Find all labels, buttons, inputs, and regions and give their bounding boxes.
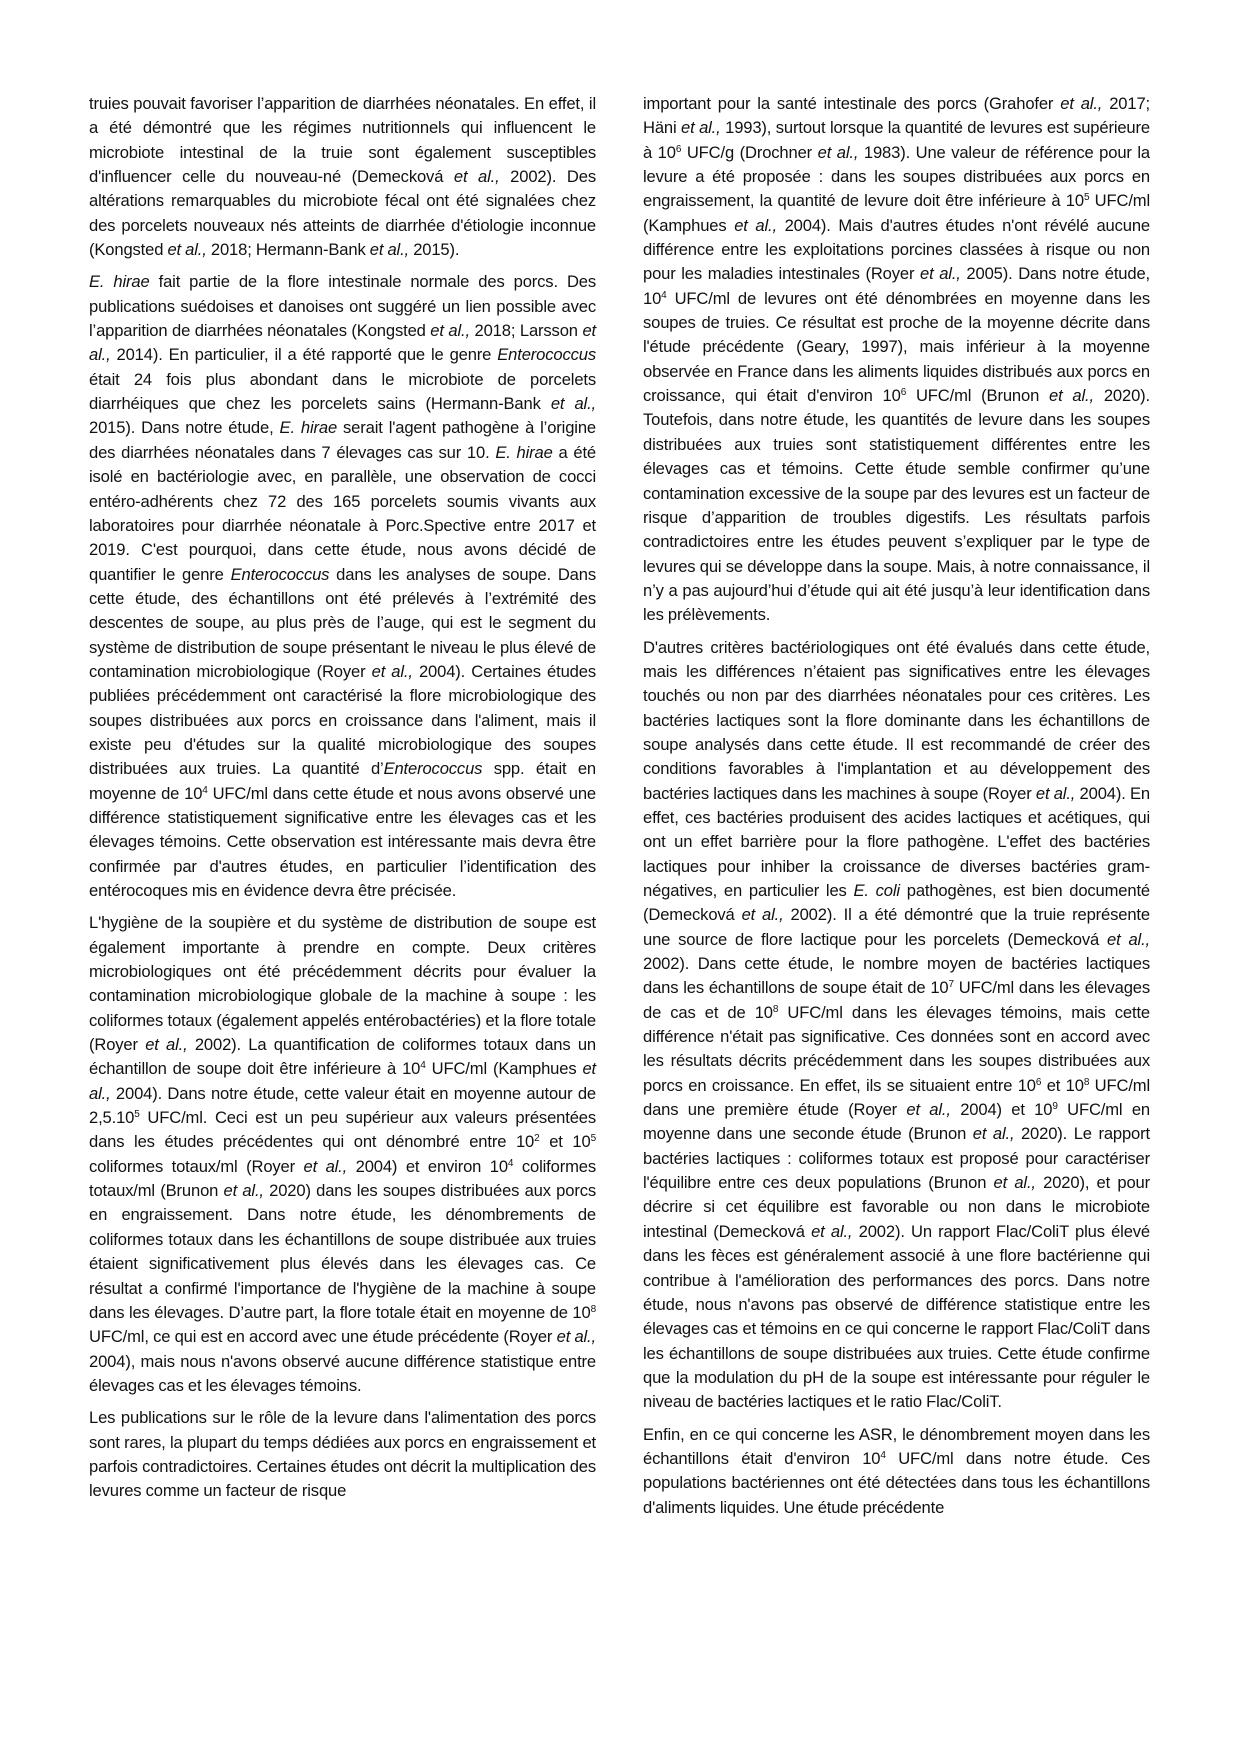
text-run: 2020). Toutefois, dans notre étude, les quantités de levure dans les soupes distribuées aux truies sont statistiquement différentes entre les élevages cas et témoins. Cette étude semble confirmer qu’une contamination excessive de la soupe par des levures est un facteur de risque d’apparition de troubles digestifs. Les résultats parfois contradictoires entre les études peuvent s’expliquer par le type de levures qui se développe dans la soupe. Mais, à notre connaissance, il n’y a pas aujourd’hui d’étude qui ait été jusqu’à leur identification dans les prélèvements. — [643, 386, 1151, 625]
superscript-exponent: 8 — [590, 1303, 596, 1315]
text-run: 2004), mais nous n'avons observé aucune différence statistique entre élevages cas et les élevages témoins. — [89, 1351, 596, 1395]
paragraph — [643, 1423, 1150, 1520]
text-run: et 10 — [1041, 1075, 1084, 1095]
italic-text: et al., — [167, 240, 207, 260]
italic-text: E. coli — [853, 881, 900, 900]
text-run: UFC/ml de levures ont été dénombrées en moyenne dans les soupes de truies. Ce résultat est proche de la moyenne décrite dans l'étude précédente (Geary, 1997), mais inférieur à la moyenne observée en France dans les aliments liquides distribués aux porcs en croissance, qui était d'environ 10 — [643, 288, 1150, 406]
text-run: 2017; Häni — [643, 94, 1150, 138]
text-run: 2015). — [409, 240, 460, 260]
text-run: 2002). Un rapport Flac/ColiT plus élevé dans les fèces est généralement associé à une flore bactérienne qui contribue à l'amélioration des performances des porcs. Dans notre étude, nous n'avons pas observé de différence statistique entre les élevages cas et témoins en ce qui concerne le rapport Flac/ColiT dans les échantillons de soupe distribuées aux truies. Cette étude confirme que la modulation du pH de la soupe est intéressante pour réguler le niveau de bactéries lactiques et le ratio Flac/ColiT. — [643, 1221, 1150, 1412]
text-run: D'autres critères bactériologiques ont été évalués dans cette étude, mais les différences n’étaient pas significatives entre les élevages touchés ou non par des diarrhées néonatales pour ces critères. Les bactéries lactiques sont la flore dominante dans les échantillons de soupe analysés dans cette étude. Il est recommandé de créer des conditions favorables à l'implantation et au développement des bactéries lactiques dans les machines à soupe (Royer — [643, 637, 1150, 803]
text-run: UFC/ml en moyenne dans une seconde étude (Brunon — [643, 1100, 1150, 1144]
superscript-exponent: 6 — [675, 143, 682, 155]
italic-text: et al., — [89, 321, 596, 365]
italic-text: et al., — [906, 1100, 951, 1120]
italic-text: et al., — [145, 1035, 188, 1055]
italic-text: et al., — [550, 394, 596, 414]
italic-text: et al., — [1107, 929, 1150, 949]
superscript-exponent: 5 — [134, 1109, 140, 1121]
text-run: 2004). En effet, ces bactéries produisent des acides lactiques et acétiques, qui ont un effet barrière pour la flore pathogène. L'effet des bactéries lactiques pour inhiber la croissance de diverses bactéries gram-négatives, en particulier les — [643, 783, 1150, 900]
text-run: UFC/ml (Kamphues — [425, 1059, 583, 1079]
superscript-exponent: 5 — [1083, 192, 1090, 204]
italic-text: et al., — [972, 1124, 1015, 1144]
italic-text: et al., — [681, 118, 721, 138]
text-run: UFC/ml dans cette étude et nous avons observé une différence statistiquement significative entre les élevages cas et les élevages témoins. Cette observation est intéressante mais devra être confirmée par d'autres études, en particulier l’identification des entérocoques mis en évidence devra être précisée. — [89, 783, 596, 900]
text-run: coliformes totaux/ml (Brunon — [89, 1156, 596, 1201]
text-run: 2014). En particulier, il a été rapporté que le genre — [110, 345, 498, 365]
text-run: important pour la santé intestinale des porcs (Grahofer — [643, 94, 1061, 113]
text-run: UFC/g (Drochner — [681, 142, 818, 162]
text-run: 2018; Larsson — [469, 321, 583, 341]
text-run: truies pouvait favoriser l’apparition de diarrhées néonatales. En effet, il a été démontré que les régimes nutritionnels qui influencent le microbiote intestinal de la truie sont également susceptibles d'influencer celle du nouveau-né (Demecková — [89, 94, 596, 187]
italic-text: et al., — [371, 661, 413, 681]
text-run: Enfin, en ce qui concerne les ASR, le dénombrement moyen dans les échantillons était d'environ 10 — [643, 1424, 1150, 1468]
superscript-exponent: 6 — [900, 387, 907, 399]
text-run: 2015). Dans notre étude, — [89, 418, 280, 438]
italic-text: et al., — [369, 240, 410, 260]
paragraph — [643, 92, 1150, 628]
text-run: serait l'agent pathogène à l’origine des diarrhées néonatales dans 7 élevages cas sur 10. — [89, 418, 596, 462]
text-run: 2002). Il a été démontré que la truie représente une source de flore lactique pour les porcelets (Demecková — [643, 905, 1150, 949]
italic-text: Enterococcus — [230, 564, 330, 584]
italic-text: E. hirae — [89, 272, 150, 292]
italic-text: et al., — [453, 167, 500, 187]
italic-text: et al., — [811, 1221, 853, 1241]
superscript-exponent: 5 — [590, 1133, 596, 1145]
text-run: L'hygiène de la soupière et du système de distribution de soupe est également importante à prendre en compte. Deux critères microbiologiques ont été précédemment décrits pour évaluer la contamination microbiologique globale de la machine à soupe : les coliformes totaux (également appelés entérobactéries) et la flore totale (Royer — [89, 913, 596, 1055]
text-run: 1983). Une valeur de référence pour la levure a été proposée : dans les soupes distribuées aux porcs en engraissement, la quantité de levure doit être inférieure à 10 — [643, 142, 1150, 211]
text-run: et 10 — [539, 1132, 591, 1152]
text-run: 2004). Dans notre étude, cette valeur était en moyenne autour de 2,5.10 — [89, 1083, 596, 1128]
italic-text: et al., — [741, 905, 784, 925]
text-run: UFC/ml. Ceci est un peu supérieur aux valeurs présentées dans les études précédentes qui ont dénombré entre 10 — [89, 1108, 596, 1152]
text-run: était 24 fois plus abondant dans le microbiote de porcelets diarrhéiques que chez les porcelets sains (Hermann-Bank — [89, 369, 596, 414]
paragraph — [89, 1406, 596, 1503]
text-run: 2004) et 10 — [950, 1100, 1053, 1120]
text-run: UFC/ml dans notre étude. Ces populations bactériennes ont été détectées dans tous les échantillons d'aliments liquides. Une étude précédente — [643, 1448, 1151, 1517]
superscript-exponent: 7 — [948, 979, 954, 991]
paragraph — [89, 911, 596, 1398]
superscript-exponent: 4 — [880, 1449, 886, 1461]
italic-text: E. hirae — [495, 442, 553, 462]
italic-text: et al., — [993, 1173, 1036, 1193]
italic-text: et al., — [920, 264, 961, 284]
text-run: fait partie de la flore intestinale normale des porcs. Des publications suédoises et danoises ont suggéré un lien possible avec l’apparition de diarrhées néonatales (Kongsted — [89, 272, 597, 341]
italic-text: et al., — [817, 142, 859, 162]
text-run: UFC/ml (Kamphues — [643, 191, 1151, 235]
italic-text: E. hirae — [279, 418, 338, 438]
text-run: dans les analyses de soupe. Dans cette étude, des échantillons ont été prélevés à l’extrémité des descentes de soupe, au plus près de l’auge, qui est le segment du système de distribution de soupe présentant le niveau le plus élevé de contamination microbiologique (Royer — [89, 564, 596, 681]
text-run: UFC/ml dans les élevages témoins, mais cette différence n'était pas significative. Ces données sont en accord avec les résultats décrits précédemment dans les soupes distribuées aux porcs en croissance. En effet, ils se situaient entre 10 — [643, 1002, 1150, 1095]
superscript-exponent: 4 — [507, 1157, 514, 1169]
text-run: spp. était en moyenne de 10 — [89, 759, 596, 803]
text-run: Les publications sur le rôle de la levure dans l'alimentation des porcs sont rares, la plupart du temps dédiées aux porcs en engraissement et parfois contradictoires. Certaines études ont décrit la multiplication des levures comme un facteur de risque — [89, 1408, 596, 1501]
left-column — [89, 92, 596, 1512]
text-run: 2004) et environ 10 — [347, 1156, 508, 1176]
paragraph — [89, 92, 596, 262]
text-run: 2020), et pour décrire si cet équilibre est favorable ou non dans le microbiote intestinal (Demecková — [643, 1173, 1150, 1241]
text-run: UFC/ml dans les élevages de cas et de 10 — [643, 978, 1150, 1022]
paragraph — [643, 636, 1150, 1415]
italic-text: et al., — [1060, 94, 1103, 113]
text-run: 2005). Dans notre étude, 10 — [643, 264, 1150, 308]
text-run: UFC/ml (Brunon — [906, 386, 1050, 406]
text-run: 2002). Dans cette étude, le nombre moyen de bactéries lactiques dans les échantillons de soupe était de 10 — [643, 954, 1150, 998]
italic-text: et al., — [303, 1156, 348, 1176]
text-run: 2020). Le rapport bactéries lactiques : coliformes totaux est proposé pour caractériser l'équilibre entre ces deux populations (Brunon — [643, 1124, 1150, 1193]
text-run: 2018; Hermann-Bank — [206, 240, 370, 260]
italic-text: et al., — [556, 1327, 596, 1347]
italic-text: et al., — [1035, 783, 1076, 803]
superscript-exponent: 9 — [1052, 1101, 1058, 1113]
right-column — [643, 92, 1150, 1528]
italic-text: et al., — [223, 1181, 264, 1201]
text-run: UFC/ml, ce qui est en accord avec une étude précédente (Royer — [89, 1327, 557, 1347]
italic-text: et al., — [734, 215, 777, 235]
text-run: 2020) dans les soupes distribuées aux porcs en engraissement. Dans notre étude, les dénombrements de coliformes totaux dans les échantillons de soupe distribuée aux truies étaient significativement plus élevés dans les élevages cas. Ce résultat a confirmé l'importance de l'hygiène de la machine à soupe dans les élevages. D’autre part, la flore totale était en moyenne de 10 — [89, 1181, 596, 1322]
italic-text: et al., — [430, 321, 470, 341]
superscript-exponent: 8 — [1083, 1076, 1090, 1088]
italic-text: Enterococcus — [497, 345, 596, 365]
text-run: pathogènes, est bien documenté (Demecková — [643, 881, 1150, 925]
italic-text: Enterococcus — [383, 759, 483, 779]
text-run: 2004). Certaines études publiées précédemment ont caractérisé la flore microbiologique des soupes distribuées aux porcs en croissance dans l'aliment, mais il existe peu d'études sur la qualité microbiologique des soupes distribuées aux truies. La quantité d’ — [89, 661, 596, 779]
text-run: coliformes totaux/ml (Royer — [89, 1156, 304, 1176]
text-run: 2004). Mais d'autres études n'ont révélé aucune différence entre les exploitations porcines classées à risque ou non pour les maladies intestinales (Royer — [643, 215, 1150, 284]
text-run: 2002). La quantification de coliformes totaux dans un échantillon de soupe doit être inférieure à 10 — [89, 1035, 596, 1079]
superscript-exponent: 4 — [661, 289, 667, 301]
italic-text: et al., — [89, 1059, 596, 1103]
superscript-exponent: 4 — [420, 1060, 426, 1072]
superscript-exponent: 6 — [1035, 1076, 1042, 1088]
superscript-exponent: 4 — [202, 784, 208, 796]
superscript-exponent: 8 — [772, 1003, 779, 1015]
paragraph — [89, 270, 596, 903]
text-run: UFC/ml dans une première étude (Royer — [643, 1075, 1150, 1120]
italic-text: et al., — [1049, 386, 1094, 406]
superscript-exponent: 2 — [534, 1133, 540, 1145]
text-run: 2002). Des altérations remarquables du microbiote fécal ont été signalées chez des porcelets nouveaux nés atteints de diarrhée d'étiologie inconnue (Kongsted — [89, 167, 596, 260]
text-run: a été isolé en bactériologie avec, en parallèle, une observation de cocci entéro-adhérents chez 72 des 165 porcelets soumis vivants aux laboratoires pour diarrhée néonatale à Porc.Spective entre 2017 et 2019. C'est pourquoi, dans cette étude, nous avons décidé de quantifier le genre — [89, 442, 597, 584]
text-run: 1993), surtout lorsque la quantité de levures est supérieure à 10 — [643, 118, 1150, 162]
